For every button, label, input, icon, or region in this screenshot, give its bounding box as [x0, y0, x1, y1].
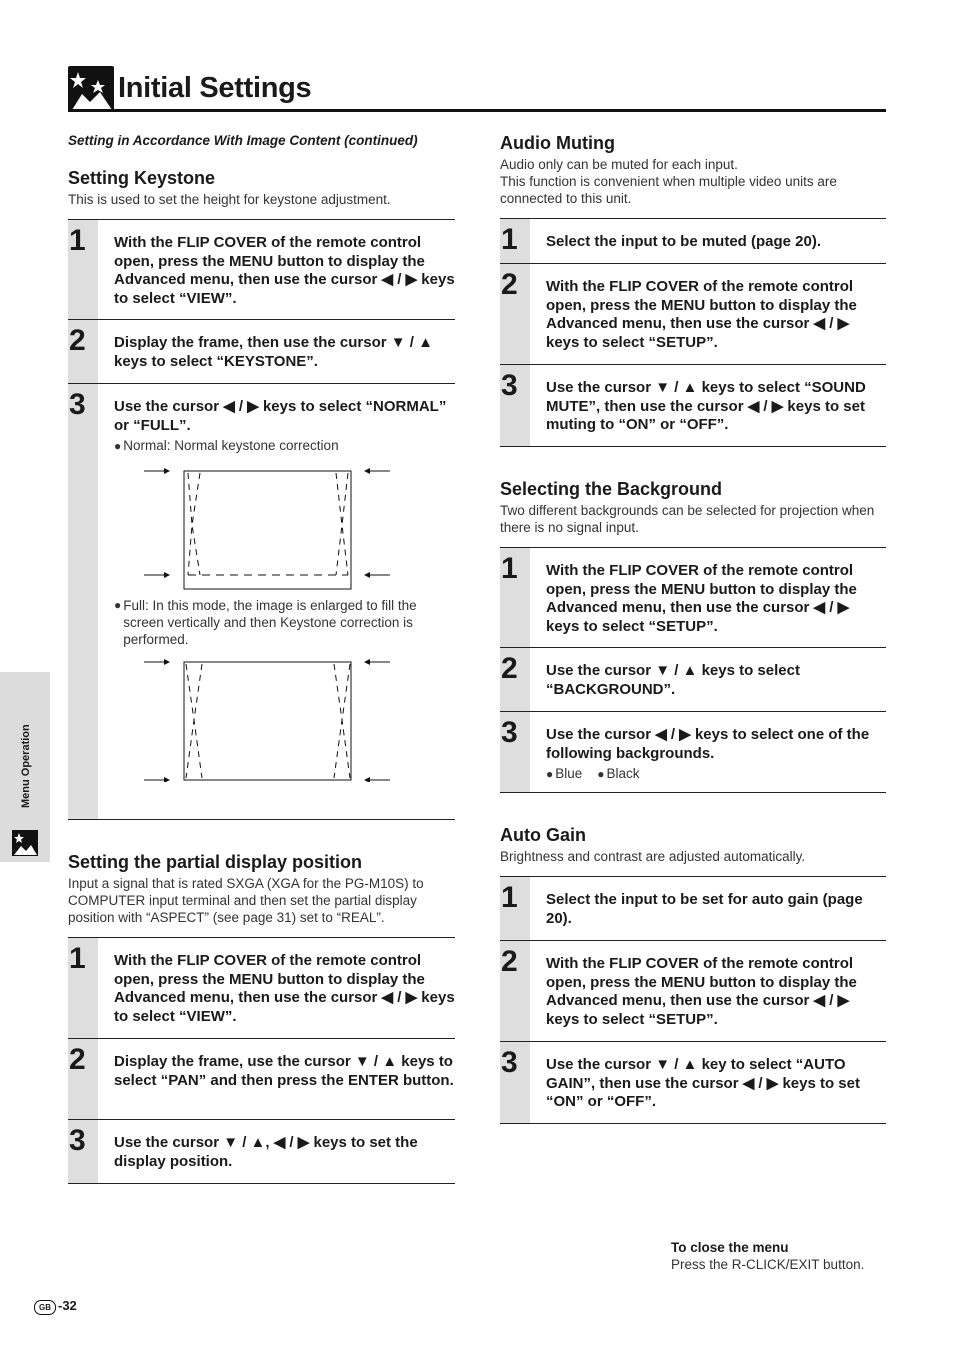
audio-step-3 — [500, 365, 886, 447]
bullet-icon: ● — [597, 767, 605, 782]
step-number: 3 — [500, 365, 530, 446]
audio-steps — [500, 218, 886, 447]
background-options — [546, 765, 886, 783]
step-text: Use the cursor ◀ / ▶ keys to select one of the following backgrounds. — [546, 726, 870, 762]
note-full — [114, 597, 455, 648]
step-number: 3 — [500, 712, 530, 792]
step-number: 1 — [68, 220, 98, 319]
step-number: 3 — [68, 1120, 98, 1183]
step-text: Display the frame, use the cursor ▼ / ▲ keys to select “PAN” and then press the ENTER button. — [114, 1053, 454, 1089]
partial-title: Setting the partial display position — [68, 852, 363, 872]
keystone-normal-diagram — [144, 465, 404, 591]
partial-step-3 — [68, 1120, 455, 1184]
bullet-icon: ● — [114, 598, 122, 613]
step-number: 2 — [68, 1039, 98, 1119]
step-body — [98, 384, 455, 819]
step-text: Use the cursor ▼ / ▲ keys to select “SOUND MUTE”, then use the cursor ◀ / ▶ keys to set muting to “ON” or “OFF”. — [546, 379, 866, 434]
background-step-3 — [500, 712, 886, 793]
step-text: Use the cursor ◀ / ▶ keys to select “NORMAL” or “FULL”. — [114, 398, 447, 434]
partial-step-2 — [68, 1039, 455, 1120]
keystone-step-1 — [68, 220, 455, 320]
step-text: Select the input to be muted (page 20). — [546, 233, 822, 250]
partial-steps — [68, 937, 455, 1184]
background-title: Selecting the Background — [500, 479, 723, 499]
keystone-full-diagram — [144, 658, 404, 782]
autogain-step-3 — [500, 1042, 886, 1124]
background-description: Two different backgrounds can be selected for projection when there is no signal input. — [500, 503, 875, 535]
step-body — [530, 712, 886, 792]
title-rule — [68, 109, 886, 112]
step-number: 1 — [68, 938, 98, 1038]
step-text: With the FLIP COVER of the remote control open, press the MENU button to display the Advanced menu, then use the cursor ◀ / ▶ keys to select “SETUP”. — [546, 278, 857, 351]
step-number: 1 — [500, 548, 530, 647]
region-badge: GB — [34, 1300, 56, 1315]
partial-description: Input a signal that is rated SXGA (XGA for the PG-M10S) to COMPUTER input terminal and then set the partial display position with “ASPECT” (see page 31) set to “REAL”. — [68, 876, 424, 925]
page-number: -32 — [58, 1298, 77, 1313]
partial-step-1 — [68, 938, 455, 1039]
keystone-step-3 — [68, 384, 455, 820]
autogain-title: Auto Gain — [500, 825, 586, 845]
page-title: Initial Settings — [118, 72, 312, 104]
bullet-icon: ● — [546, 767, 554, 782]
background-step-2 — [500, 648, 886, 712]
autogain-step-1 — [500, 877, 886, 941]
note-text: Full: In this mode, the image is enlarged to fill the screen vertically and then Keystone correction is performed. — [123, 598, 417, 648]
step-number: 1 — [500, 219, 530, 263]
autogain-description: Brightness and contrast are adjusted automatically. — [500, 849, 806, 864]
background-step-1 — [500, 548, 886, 648]
keystone-step-2 — [68, 320, 455, 384]
step-number: 2 — [500, 264, 530, 364]
audio-description-2: This function is convenient when multiple video units are connected to this unit. — [500, 174, 837, 206]
audio-step-1 — [500, 219, 886, 264]
sidebar-label: Menu Operation — [20, 724, 32, 808]
background-steps — [500, 547, 886, 793]
step-text: With the FLIP COVER of the remote control open, press the MENU button to display the Advanced menu, then use the cursor ◀ / ▶ keys to select “VIEW”. — [114, 234, 455, 307]
close-menu-text: Press the R-CLICK/EXIT button. — [671, 1257, 865, 1272]
bullet-icon: ● — [114, 439, 122, 454]
step-text: Use the cursor ▼ / ▲, ◀ / ▶ keys to set the display position. — [114, 1134, 418, 1170]
step-number: 2 — [500, 648, 530, 711]
menu-operation-icon — [12, 830, 38, 856]
option-black: Black — [606, 766, 640, 782]
step-text: Use the cursor ▼ / ▲ keys to select “BACKGROUND”. — [546, 662, 800, 698]
step-number: 2 — [68, 320, 98, 383]
audio-title: Audio Muting — [500, 133, 615, 153]
step-number: 3 — [68, 384, 98, 819]
audio-step-2 — [500, 264, 886, 365]
audio-description: Audio only can be muted for each input. — [500, 157, 738, 172]
close-menu-title: To close the menu — [671, 1240, 789, 1255]
step-text: With the FLIP COVER of the remote control open, press the MENU button to display the Advanced menu, then use the cursor ◀ / ▶ keys to select “VIEW”. — [114, 952, 455, 1025]
step-text: With the FLIP COVER of the remote control open, press the MENU button to display the Advanced menu, then use the cursor ◀ / ▶ keys to select “SETUP”. — [546, 562, 857, 635]
step-text: Use the cursor ▼ / ▲ key to select “AUTO GAIN”, then use the cursor ◀ / ▶ keys to set “ON” or “OFF”. — [546, 1056, 860, 1111]
step-number: 1 — [500, 877, 530, 940]
option-blue: Blue — [555, 766, 583, 782]
autogain-steps — [500, 876, 886, 1124]
step-number: 3 — [500, 1042, 530, 1123]
step-text: Display the frame, then use the cursor ▼ / ▲ keys to select “KEYSTONE”. — [114, 334, 433, 370]
note-text: Normal: Normal keystone correction — [123, 438, 339, 454]
step-text: With the FLIP COVER of the remote control open, press the MENU button to display the Advanced menu, then use the cursor ◀ / ▶ keys to select “SETUP”. — [546, 955, 857, 1028]
section-subtitle: Setting in Accordance With Image Content (continued) — [68, 133, 418, 148]
note-normal — [114, 437, 455, 455]
autogain-step-2 — [500, 941, 886, 1042]
keystone-steps — [68, 219, 455, 820]
keystone-description: This is used to set the height for keystone adjustment. — [68, 192, 391, 207]
settings-star-icon — [68, 66, 114, 112]
keystone-title: Setting Keystone — [68, 168, 216, 188]
step-number: 2 — [500, 941, 530, 1041]
step-text: Select the input to be set for auto gain (page 20). — [546, 891, 863, 927]
